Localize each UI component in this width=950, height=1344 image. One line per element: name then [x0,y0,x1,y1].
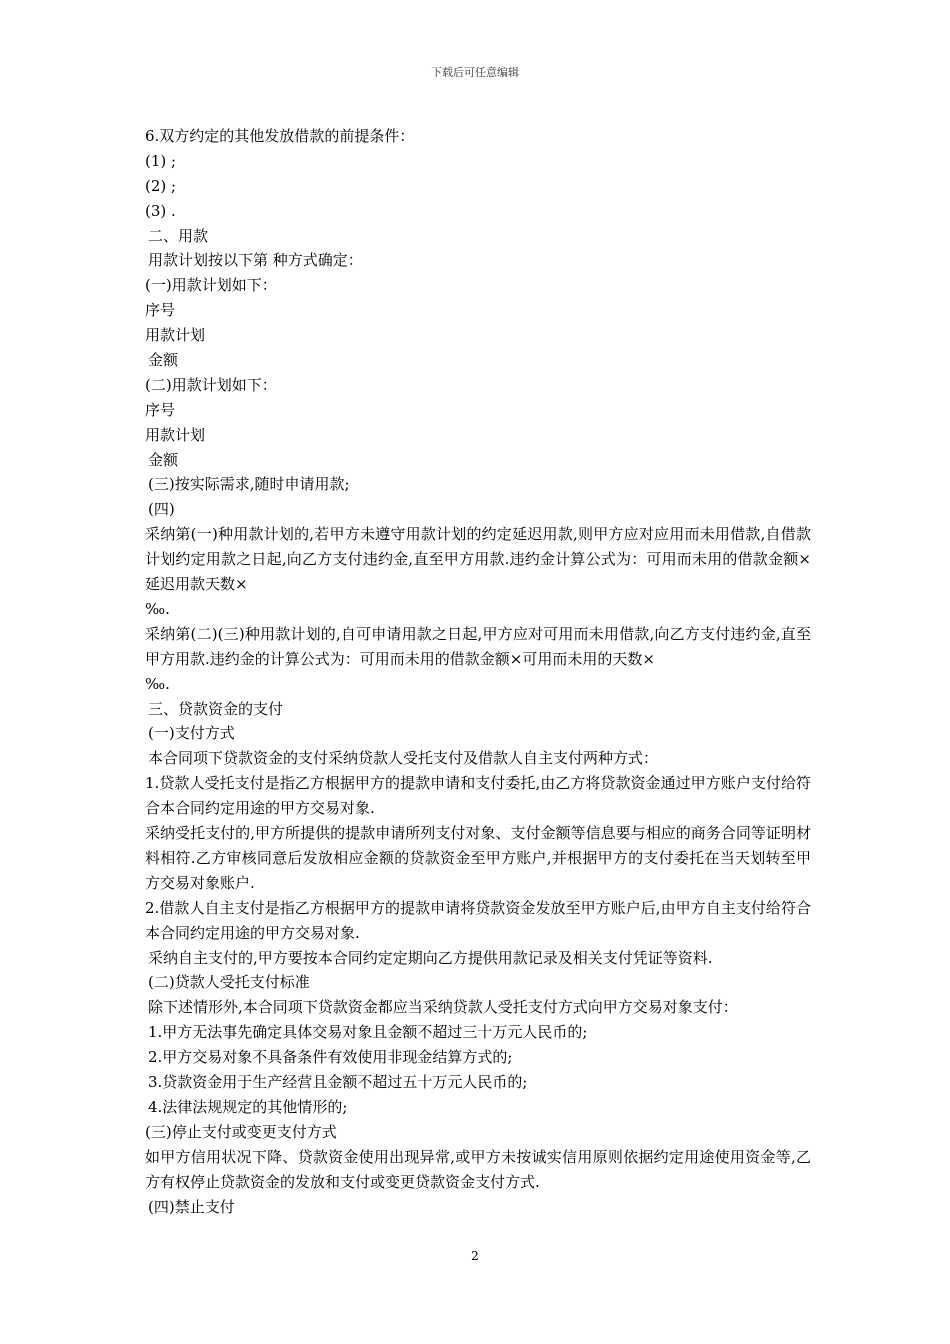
section-heading-usage: 二、用款 [148,226,209,245]
paragraph-entrusted-standard: 除下述情形外,本合同项下贷款资金都应当采纳贷款人受托支付方式向甲方交易对象支付： [148,998,738,1017]
subheading-stop-payment: (三)停止支付或变更支付方式 [145,1122,337,1141]
list-item-condition-1: (1) ; [145,151,177,170]
table-label-serial: 序号 [145,301,176,320]
paragraph-penalty-plan-1: 采纳第(一)种用款计划的,若甲方未遵守用款计划的约定延迟用款,则甲方应对应用而未用借款,自借款计划约定用款之日起,向乙方支付违约金,直至甲方用款.违约金计算公式为：可用而未用的借款金额×延迟用款天数× [145,525,811,594]
permille-symbol: ‰. [145,599,170,618]
table-label-amount: 金额 [148,351,179,370]
permille-symbol: ‰. [145,674,170,693]
paragraph-stop-payment: 如甲方信用状况下降、贷款资金使用出现异常,或甲方未按诚实信用原则依据约定用途使用资金等,乙方有权停止贷款资金的发放和支付或变更贷款资金支付方式. [145,1147,811,1191]
table-label-plan: 用款计划 [145,326,206,345]
subheading-usage-plan-4: (四) [148,500,175,519]
paragraph-penalty-plan-2-3: 采纳第(二)(三)种用款计划的,自可申请用款之日起,甲方应对可用而未用借款,向乙方支付违约金,直至甲方用款.违约金的计算公式为：可用而未用的借款金额×可用而未用的天数× [145,624,811,668]
page-header: 下载后可任意编辑 [431,66,519,79]
table-label-amount: 金额 [148,450,179,469]
document-body [145,124,811,1219]
list-item-exception-3: 3.贷款资金用于生产经营且金额不超过五十万元人民币的; [148,1073,528,1092]
paragraph-entrusted-payment-details: 采纳受托支付的,甲方所提供的提款申请所列支付对象、支付金额等信息要与相应的商务合同等证明材料相符.乙方审核同意后发放相应金额的贷款资金至甲方账户,并根据甲方的支付委托在当天划转至甲方交易对象账户. [145,824,811,892]
paragraph-loan-conditions: 6.双方约定的其他发放借款的前提条件： [145,127,415,145]
subheading-usage-plan-1: (一)用款计划如下： [145,276,277,295]
subheading-usage-plan-2: (二)用款计划如下： [145,375,277,394]
paragraph-entrusted-payment: 1.贷款人受托支付是指乙方根据甲方的提款申请和支付委托,由乙方将贷款资金通过甲方账户支付给符合本合同约定用途的甲方交易对象. [145,774,811,818]
list-item-exception-4: 4.法律法规规定的其他情形的; [148,1097,348,1116]
subheading-usage-plan-3: (三)按实际需求,随时申请用款; [148,475,350,494]
list-item-condition-3: (3) . [145,201,176,220]
table-label-serial: 序号 [145,400,176,419]
list-item-exception-2: 2.甲方交易对象不具备条件有效使用非现金结算方式的; [148,1048,513,1067]
subheading-payment-method: (一)支付方式 [148,724,235,743]
subheading-entrusted-standard: (二)贷款人受托支付标准 [148,973,310,992]
page-number: 2 [471,1249,479,1263]
paragraph-payment-methods: 本合同项下贷款资金的支付采纳贷款人受托支付及借款人自主支付两种方式： [148,749,659,768]
subheading-prohibited-payment: (四)禁止支付 [148,1197,235,1216]
paragraph-autonomous-payment-records: 采纳自主支付的,甲方要按本合同约定定期向乙方提供用款记录及相关支付凭证等资料. [148,948,713,967]
paragraph-autonomous-payment: 2.借款人自主支付是指乙方根据甲方的提款申请将贷款资金发放至甲方账户后,由甲方自主支付给符合本合同约定用途的甲方交易对象. [145,898,811,942]
table-label-plan: 用款计划 [145,425,206,444]
paragraph-usage-method: 用款计划按以下第 种方式确定： [148,251,363,270]
list-item-condition-2: (2) ; [145,176,177,195]
section-heading-payment: 三、贷款资金的支付 [148,699,284,718]
list-item-exception-1: 1.甲方无法事先确定具体交易对象且金额不超过三十万元人民币的; [148,1023,588,1042]
